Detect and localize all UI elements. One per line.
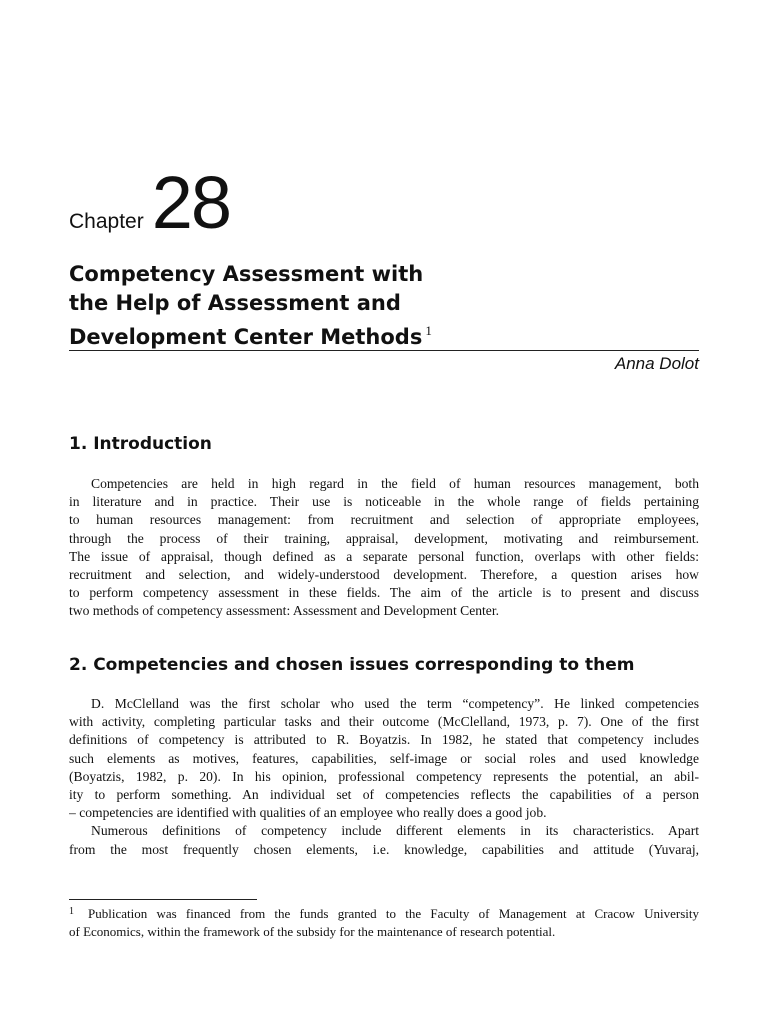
footnote-divider	[69, 899, 257, 900]
footnote-line: of Economics, within the framework of the subsidy for the maintenance of research potential.	[69, 923, 556, 939]
text-line: ity to perform something. An individual set of competencies reflects the capabilities of a person	[69, 786, 699, 802]
text-line: Numerous definitions of competency include different elements in its characteristics. Apart	[91, 823, 699, 839]
paragraph-competencies	[69, 695, 699, 859]
title-line-with-footnote	[69, 317, 529, 352]
text-line: such elements as motives, features, capabilities, self-image or social roles and used knowledge	[69, 750, 699, 766]
paragraph-introduction	[69, 475, 699, 621]
text-line: in literature and in practice. Their use is noticeable in the whole range of fields pertaining	[69, 494, 699, 510]
title-line: Competency Assessment with	[69, 262, 424, 286]
footnote-text: Publication was financed from the funds granted to the Faculty of Management at Cracow University	[88, 906, 699, 921]
footnote-mark: 1	[69, 906, 74, 917]
text-line: recruitment and selection, and widely-understood development. Therefore, a question arises how	[69, 566, 699, 582]
text-line: to human resources management: from recruitment and selection of appropriate employees,	[69, 512, 699, 528]
text-line: definitions of competency is attributed to R. Boyatzis. In 1982, he stated that competency includes	[69, 732, 699, 748]
footnote	[69, 903, 699, 940]
title-line-text: Development Center Methods	[69, 325, 423, 349]
text-line: The issue of appraisal, though defined as a separate personal function, overlaps with other fields:	[69, 548, 699, 564]
text-line: through the process of their training, appraisal, development, motivating and reimbursement.	[69, 530, 699, 546]
text-line: with activity, completing particular tasks and their outcome (McClelland, 1973, p. 7). One of the first	[69, 714, 699, 730]
text-line: (Boyatzis, 1982, p. 20). In his opinion, professional competency represents the potential, an abil-	[69, 768, 699, 784]
text-line: two methods of competency assessment: Assessment and Development Center.	[69, 603, 500, 619]
section-heading-competencies: 2. Competencies and chosen issues corresponding to them	[69, 655, 635, 675]
text-line: – competencies are identified with qualities of an employee who really does a good job.	[69, 805, 547, 821]
title-divider	[69, 350, 699, 351]
title-footnote-ref[interactable]: 1	[425, 323, 432, 338]
text-line: from the most frequently chosen elements, i.e. knowledge, capabilities and attitude (Yuvaraj,	[69, 841, 699, 857]
text-line: to perform competency assessment in these fields. The aim of the article is to present and discuss	[69, 585, 699, 601]
chapter-number: 28	[151, 161, 231, 244]
chapter-title	[69, 260, 529, 352]
text-line: Competencies are held in high regard in the field of human resources management, both	[91, 476, 699, 491]
footnote-line	[69, 903, 699, 923]
chapter-label: Chapter	[69, 210, 144, 233]
chapter-heading	[69, 161, 231, 244]
title-line: the Help of Assessment and	[69, 290, 401, 315]
author-name: Anna Dolot	[614, 354, 699, 373]
section-heading-introduction: 1. Introduction	[69, 434, 212, 454]
text-line: D. McClelland was the first scholar who used the term “competency”. He linked competencies	[91, 696, 699, 711]
